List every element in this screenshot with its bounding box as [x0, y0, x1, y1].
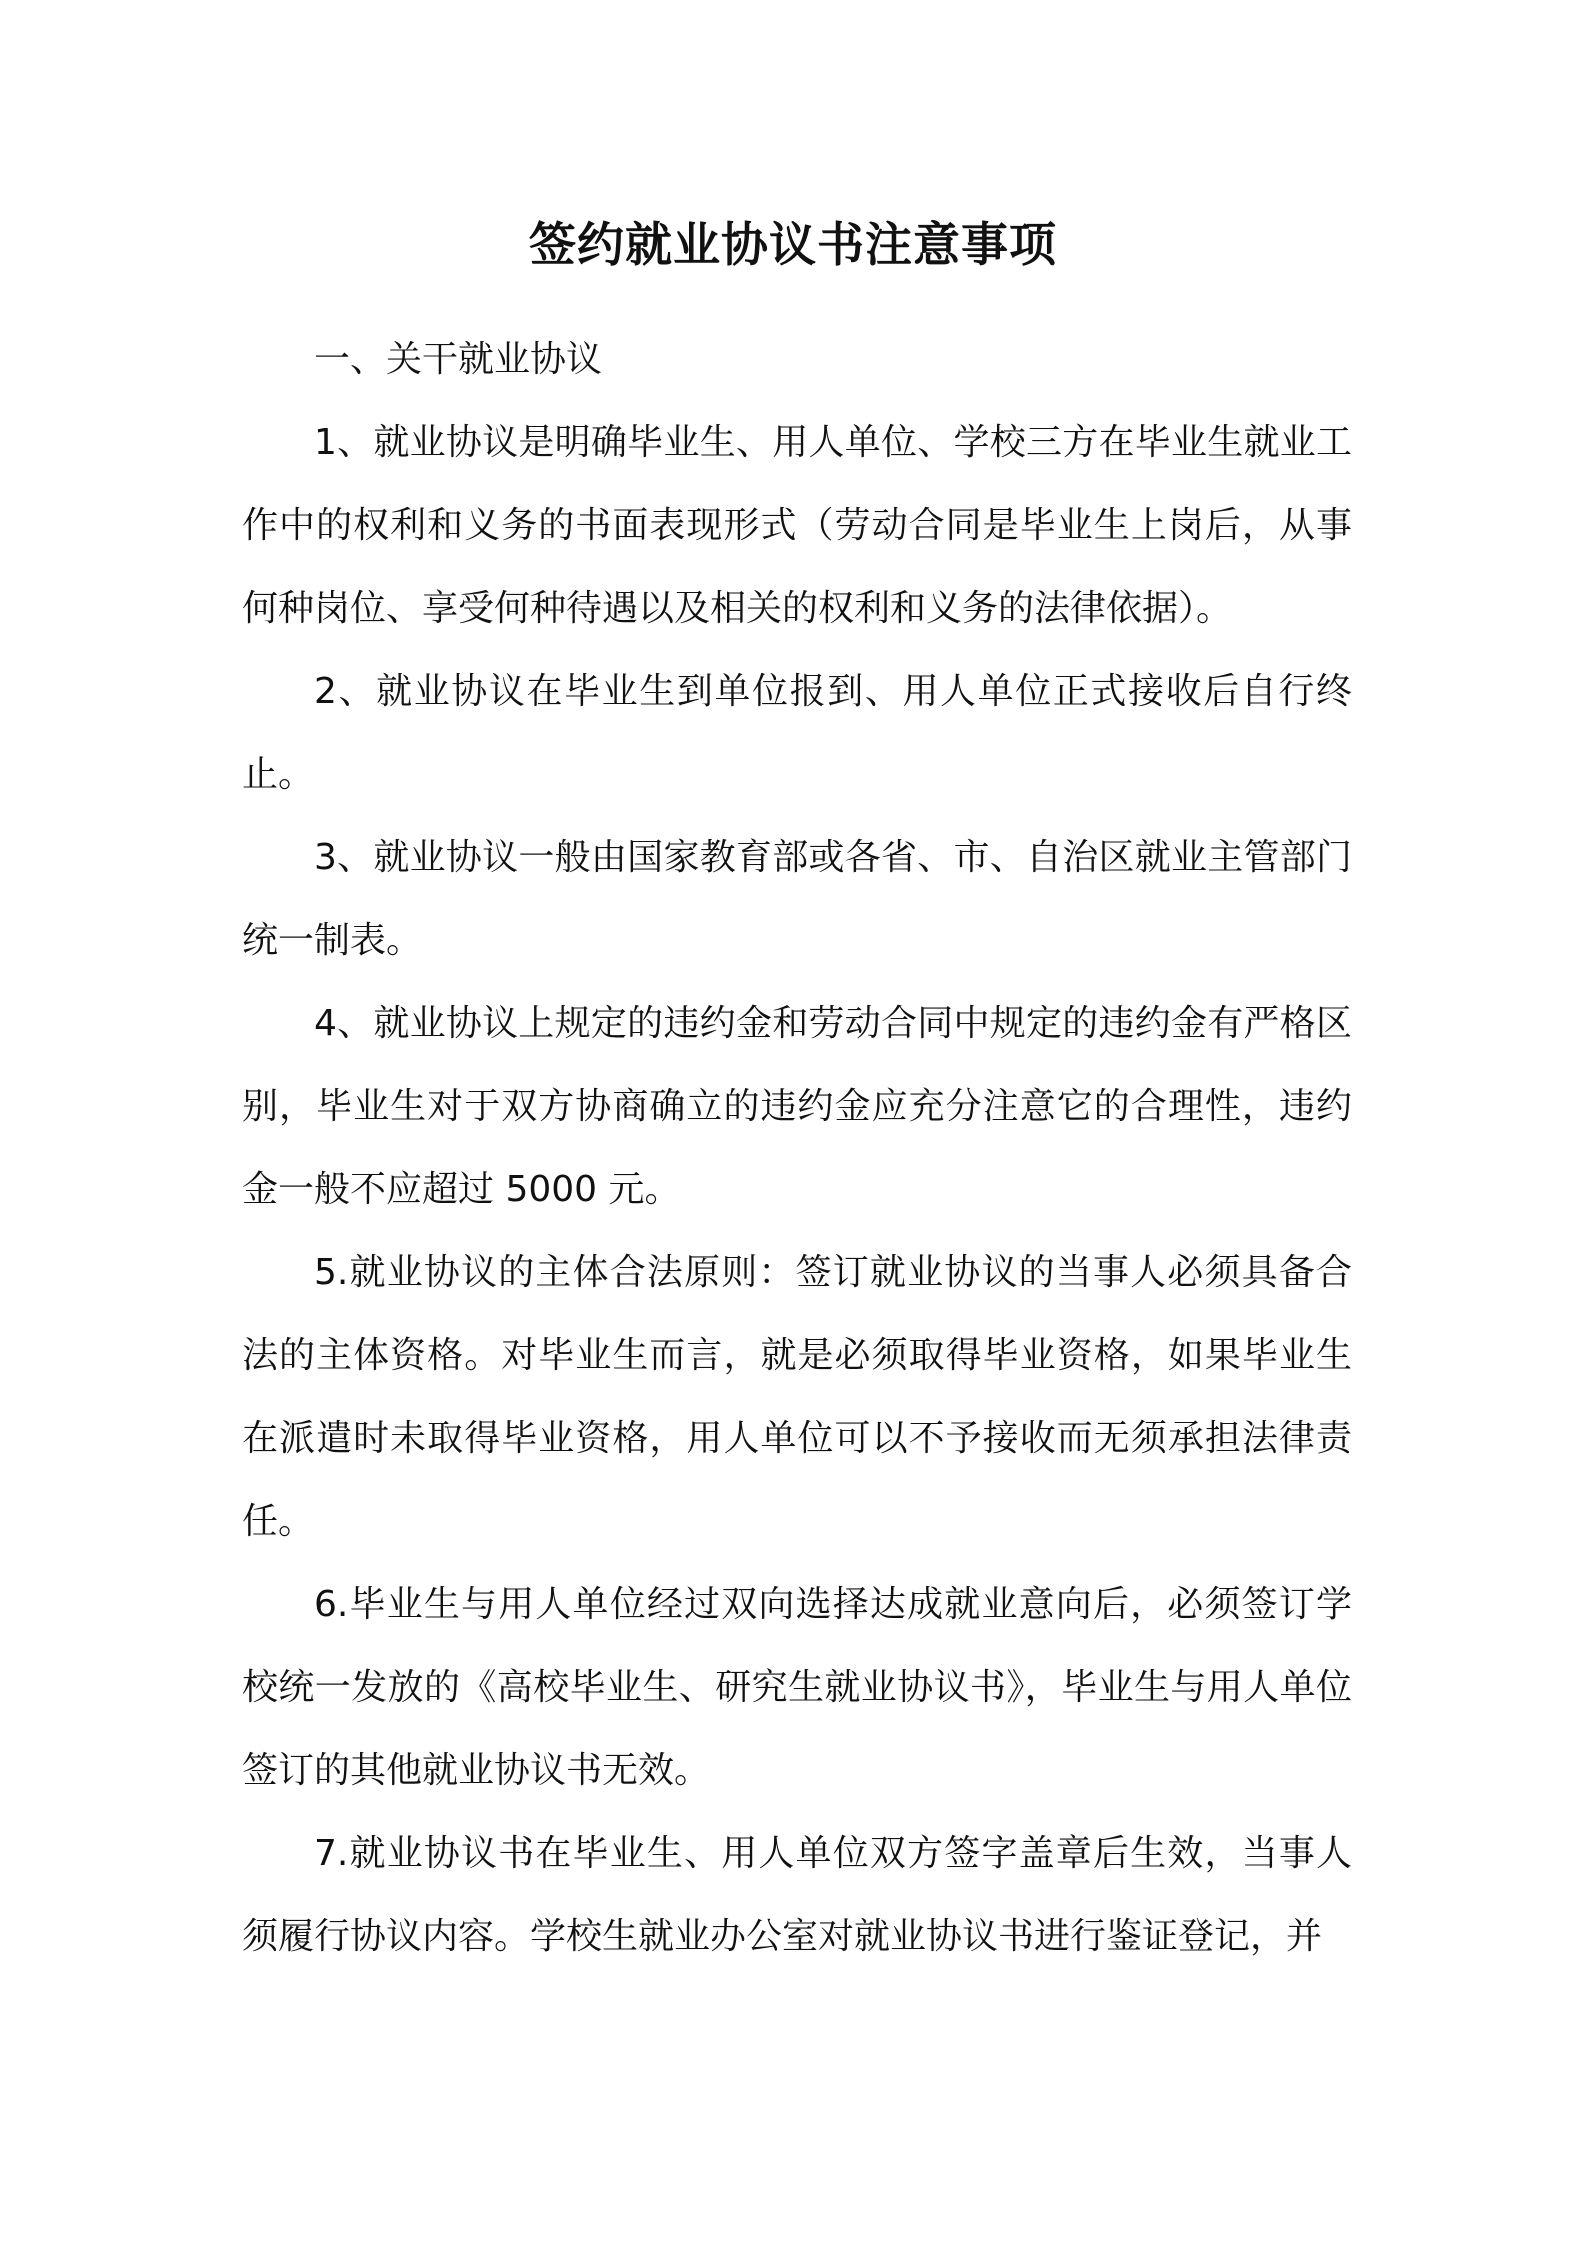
paragraph-6: 6.毕业生与用人单位经过双向选择达成就业意向后，必须签订学校统一发放的《高校毕业生、研究生就业协议书》，毕业生与用人单位签订的其他就业协议书无效。	[242, 1584, 1352, 1791]
paragraph-5: 5.就业协议的主体合法原则：签订就业协议的当事人必须具备合法的主体资格。对毕业生而言，就是必须取得毕业资格，如果毕业生在派遣时未取得毕业资格，用人单位可以不予接收而无须承担法律责任。	[242, 1252, 1352, 1542]
paragraph-3: 3、就业协议一般由国家教育部或各省、市、自治区就业主管部门统一制表。	[242, 837, 1352, 961]
document-body	[242, 318, 1352, 1978]
document-title: 签约就业协议书注意事项	[529, 218, 1057, 273]
paragraph-2: 2、就业协议在毕业生到单位报到、用人单位正式接收后自行终止。	[242, 671, 1352, 795]
section-heading: 一、关干就业协议	[314, 339, 603, 380]
paragraph-7: 7.就业协议书在毕业生、用人单位双方签字盖章后生效，当事人须履行协议内容。学校生就业办公室对就业协议书进行鉴证登记，并	[242, 1833, 1352, 1957]
paragraph-1: 1、就业协议是明确毕业生、用人单位、学校三方在毕业生就业工作中的权利和义务的书面表现形式（劳动合同是毕业生上岗后，从事何种岗位、享受何种待遇以及相关的权利和义务的法律依据）。	[242, 422, 1352, 629]
paragraph-4: 4、就业协议上规定的违约金和劳动合同中规定的违约金有严格区别，毕业生对于双方协商确立的违约金应充分注意它的合理性，违约金一般不应超过 5000 元。	[242, 1003, 1352, 1210]
